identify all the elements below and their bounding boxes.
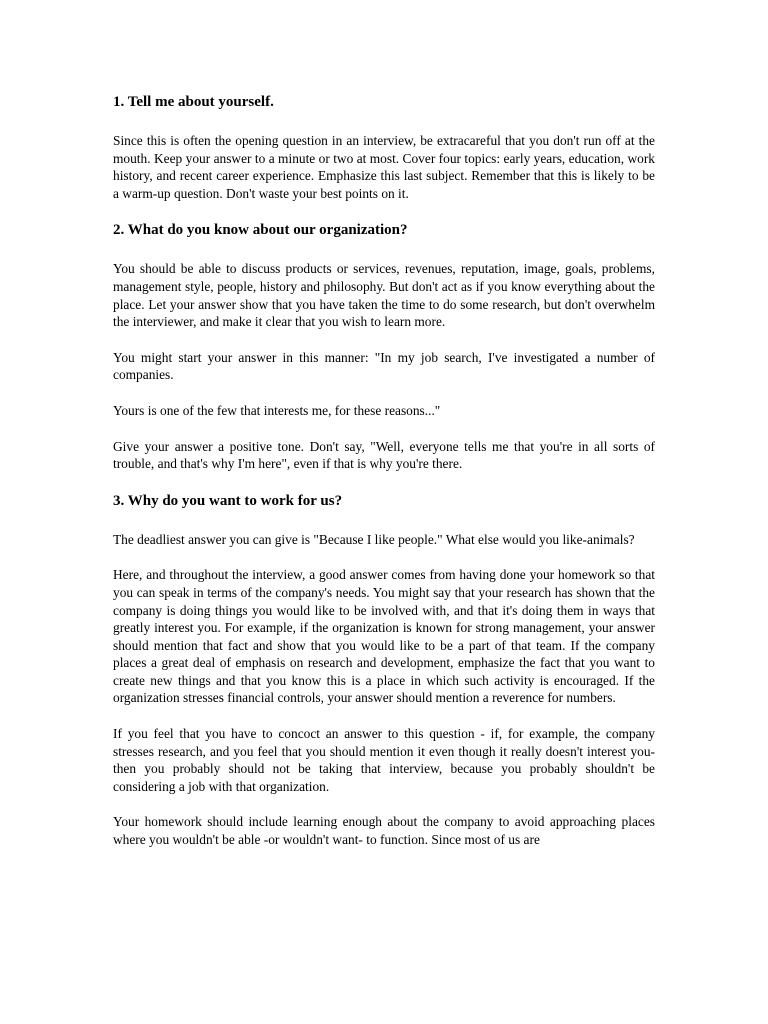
section-heading: 1. Tell me about yourself. [113, 94, 274, 110]
paragraph: Here, and throughout the interview, a good answer comes from having done your homework so that you can speak in terms of the company's needs. You might say that your research has shown that the company is doing things you would like to be involved with, and that it's doing them in ways that greatly interest you. For example, if the organization is known for strong management, your answer should mention that fact and show that you would like to be a part of that team. If the company places a great deal of emphasis on research and development, emphasize the fact that you want to create new things and that you know this is a place in which such activity is encouraged. If the organization stresses financial controls, your answer should mention a reverence for numbers. [113, 567, 655, 706]
section-why-work-for-us [113, 491, 655, 849]
paragraph: Give your answer a positive tone. Don't say, "Well, everyone tells me that you're in all sorts of trouble, and that's why I'm here", even if that is why you're there. [113, 438, 655, 472]
paragraph: You should be able to discuss products or services, revenues, reputation, image, goals, problems, management style, people, history and philosophy. But don't act as if you know everything about the place. Let your answer show that you have taken the time to do some research, but don't overwhelm the interviewer, and make it clear that you wish to learn more. [113, 261, 655, 330]
section-heading: 3. Why do you want to work for us? [113, 492, 343, 509]
section-know-our-organization [113, 220, 655, 472]
paragraph: Since this is often the opening question in an interview, be extracareful that you don't run off at the mouth. Keep your answer to a minute or two at most. Cover four topics: early years, education, work history, and recent career experience. Emphasize this last subject. Remember that this is likely to be a warm-up question. Don't waste your best points on it. [113, 133, 655, 201]
paragraph: If you feel that you have to concoct an answer to this question - if, for example, the company stresses research, and you feel that you should mention it even though it really doesn't interest you- then you probably should not be taking that interview, because you probably shouldn't be considering a job with that organization. [113, 726, 655, 794]
paragraph: Yours is one of the few that interests me, for these reasons..." [113, 402, 441, 418]
section-tell-me-about-yourself [113, 92, 655, 202]
document-page [113, 92, 655, 867]
paragraph: The deadliest answer you can give is "Because I like people." What else would you like-animals? [113, 531, 635, 547]
section-heading: 2. What do you know about our organization? [113, 222, 408, 239]
paragraph: You might start your answer in this manner: "In my job search, I've investigated a number of companies. [113, 349, 655, 383]
paragraph: Your homework should include learning enough about the company to avoid approaching places where you wouldn't be able -or wouldn't want- to function. Since most of us are [113, 814, 655, 848]
